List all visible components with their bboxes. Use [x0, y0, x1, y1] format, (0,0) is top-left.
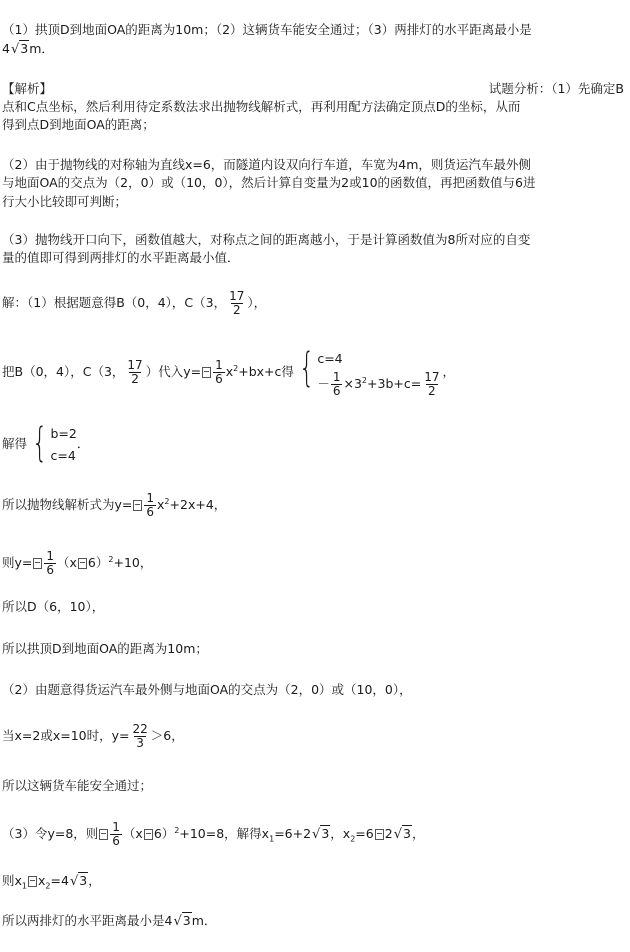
- solution-step-3: [2, 419, 628, 467]
- solution-text: x: [225, 364, 234, 380]
- subscript: 2: [350, 834, 356, 844]
- analysis-line-1: [2, 80, 628, 97]
- missing-glyph-icon: [28, 876, 37, 887]
- solution-text: =6: [355, 826, 374, 842]
- solution-step-12: [2, 872, 628, 895]
- analysis-text: 得到点D到地面OA的距离；: [2, 117, 155, 132]
- solution-step-1: [2, 288, 628, 318]
- answer-line-2: [2, 40, 628, 58]
- solution-text: 所以这辆货车能安全通过；: [2, 778, 153, 793]
- subscript: 2: [45, 881, 51, 891]
- solution-step-10: [2, 777, 628, 794]
- solution-step-8: [2, 681, 628, 698]
- denominator: 3: [136, 736, 144, 750]
- sqrt-symbol: √3: [393, 826, 411, 843]
- exponent: 2: [233, 364, 239, 373]
- missing-glyph-icon: [133, 500, 142, 511]
- solution-text: 所以D（6，10），: [2, 599, 105, 614]
- radicand: 3: [321, 826, 330, 842]
- denominator: 2: [232, 303, 241, 317]
- denominator: 6: [332, 383, 341, 398]
- analysis-p3-line-2: [2, 249, 628, 266]
- solution-text: m．: [191, 913, 217, 928]
- numerator: 1: [112, 820, 120, 835]
- solution-text: 解：（1）根据题意得B（0，4），C（3，: [2, 295, 227, 310]
- solution-text: 6）: [87, 555, 109, 571]
- answer-text: （1）拱顶D到地面OA的距离为10m；（2）这辆货车能安全通过；（3）两排灯的水平距离最小是: [2, 22, 532, 37]
- solution-text: +2x+4，: [169, 497, 227, 513]
- numerator: 1: [46, 549, 55, 564]
- solution-step-6: [2, 598, 628, 615]
- exponent: 2: [164, 497, 170, 506]
- sqrt-symbol: √3: [173, 913, 191, 929]
- solution-text: 把B（0，4），C（3，: [2, 364, 125, 380]
- solution-text: 所以两排灯的水平距离最小是4: [2, 913, 173, 928]
- radicand: 3: [79, 873, 88, 888]
- numerator: 1: [215, 358, 223, 373]
- solution-text: ，: [88, 873, 101, 888]
- denominator: 6: [146, 505, 155, 520]
- analysis-text: 与地面OA的交点为（2，0）或（10，0），然后计算自变量为2或10的函数值，再把函数值与6进: [2, 175, 536, 190]
- system-rows: [50, 423, 76, 467]
- solution-text: ×3: [343, 375, 362, 391]
- missing-glyph-icon: [202, 367, 211, 378]
- missing-glyph-icon: [78, 558, 87, 569]
- solution-text: （3）令y=8，则: [2, 826, 99, 842]
- system-row: c=4: [50, 447, 76, 463]
- exponent: 2: [108, 555, 114, 564]
- solution-step-4: [2, 487, 628, 520]
- radicand: 3: [402, 826, 411, 842]
- solution-text: 所以拱顶D到地面OA的距离为10m；: [2, 641, 208, 656]
- missing-glyph-icon: [33, 558, 42, 569]
- solution-step-9: [2, 721, 628, 751]
- equation-system: [294, 344, 443, 398]
- analysis-tag: 【解析】: [2, 81, 53, 96]
- analysis-p2-line-1: [2, 156, 628, 173]
- system-row: b=2: [50, 425, 77, 441]
- brace-icon: {: [298, 344, 315, 391]
- fraction: [227, 290, 246, 317]
- equation-system: [27, 419, 77, 467]
- missing-glyph-icon: [144, 829, 153, 840]
- analysis-text: （3）抛物线开口向下，函数值越大，对称点之间的距离越小，于是计算函数值为8所对应的自变: [2, 232, 531, 247]
- analysis-text: 点和C点坐标，然后利用待定系数法求出抛物线解析式，再利用配方法确定顶点D的坐标，从而: [2, 99, 521, 114]
- analysis-text: 量的值即可得到两排灯的水平距离最小值．: [2, 250, 240, 265]
- solution-text: =4: [50, 873, 69, 888]
- solution-step-11: [2, 816, 628, 855]
- answer-unit: m．: [29, 41, 54, 56]
- solution-text: 则y=: [2, 555, 33, 571]
- solution-text: ＞6，: [150, 728, 184, 743]
- numerator: 1: [332, 369, 341, 384]
- denominator: 2: [428, 383, 436, 398]
- analysis-p3-line-1: [2, 231, 628, 248]
- subscript: 1: [269, 834, 275, 844]
- solution-text: x: [38, 873, 46, 888]
- missing-glyph-icon: [99, 829, 108, 840]
- solution-text: =6+2: [274, 826, 312, 842]
- sqrt-symbol: √3: [312, 826, 330, 843]
- numerator: 22: [132, 722, 148, 736]
- fraction: [213, 359, 225, 386]
- fraction: [44, 550, 56, 577]
- numerator: 1: [146, 491, 155, 506]
- system-rows: [317, 348, 442, 398]
- analysis-intro: 试题分析：（1）先确定B: [488, 81, 624, 96]
- radicand: 3: [20, 41, 29, 56]
- brace-icon: {: [32, 419, 48, 466]
- numerator: 17: [127, 358, 143, 373]
- denominator: 6: [46, 563, 55, 578]
- solution-text: 所以抛物线解析式为y=: [2, 497, 133, 513]
- analysis-text: 行大小比较即可判断；: [2, 194, 128, 209]
- subscript: 1: [21, 881, 27, 891]
- numerator: 17: [424, 369, 440, 384]
- solution-text: （x: [122, 826, 143, 842]
- denominator: 6: [215, 372, 223, 387]
- solution-text: +10，: [113, 555, 153, 571]
- solution-text: 当x=2或x=10时，y=: [2, 728, 130, 743]
- numerator: 17: [229, 289, 245, 303]
- denominator: 2: [131, 372, 139, 387]
- analysis-line-2: [2, 98, 628, 115]
- radicand: 3: [182, 913, 191, 928]
- analysis-text: （2）由于抛物线的对称轴为直线x=6，而隧道内设双向行车道，车宽为4m，则货运汽车最外侧: [2, 157, 531, 172]
- system-row: [317, 370, 442, 398]
- answer-line-1: [2, 21, 628, 38]
- fraction: [422, 371, 441, 398]
- solution-text: －: [317, 375, 330, 391]
- fraction: [130, 723, 149, 750]
- exponent: 2: [361, 375, 368, 385]
- analysis-p2-line-3: [2, 193, 628, 210]
- answer-coef: 4: [2, 41, 10, 56]
- fraction: [331, 371, 343, 398]
- solution-text: x: [157, 497, 165, 513]
- sqrt-symbol: √3: [69, 873, 88, 889]
- solution-text: （2）由题意得货运汽车最外侧与地面OA的交点为（2，0）或（10，0），: [2, 682, 412, 697]
- analysis-line-3: [2, 116, 628, 133]
- solution-step-7: [2, 640, 628, 657]
- solution-text: 2: [384, 826, 393, 842]
- solution-text: ，: [442, 364, 455, 380]
- sqrt-symbol: √3: [10, 41, 29, 57]
- solution-text: （x: [57, 555, 77, 571]
- solution-text: 6）: [153, 826, 175, 842]
- solution-text: ．: [76, 436, 90, 451]
- solution-text: +10=8，解得x: [179, 826, 270, 842]
- analysis-p2-line-2: [2, 174, 628, 191]
- solution-step-13: [2, 912, 628, 930]
- solution-text: 则x: [2, 873, 22, 888]
- fraction: [144, 492, 156, 519]
- solution-text: +bx+c得: [238, 364, 294, 380]
- solution-text: ）代入y=: [145, 364, 202, 380]
- solution-step-5: [2, 545, 628, 578]
- fraction: [110, 821, 122, 848]
- solution-text: 解得: [2, 436, 28, 451]
- missing-glyph-icon: [375, 829, 384, 840]
- solution-text: +3b+c=: [367, 375, 422, 391]
- fraction: [125, 359, 144, 386]
- solution-text: ），: [247, 295, 267, 310]
- solution-text: ，: [411, 826, 425, 842]
- solution-text: ，x: [330, 826, 351, 842]
- system-row: c=4: [317, 350, 343, 366]
- solution-step-2: [2, 342, 628, 399]
- exponent: 2: [174, 826, 180, 835]
- denominator: 6: [112, 834, 120, 849]
